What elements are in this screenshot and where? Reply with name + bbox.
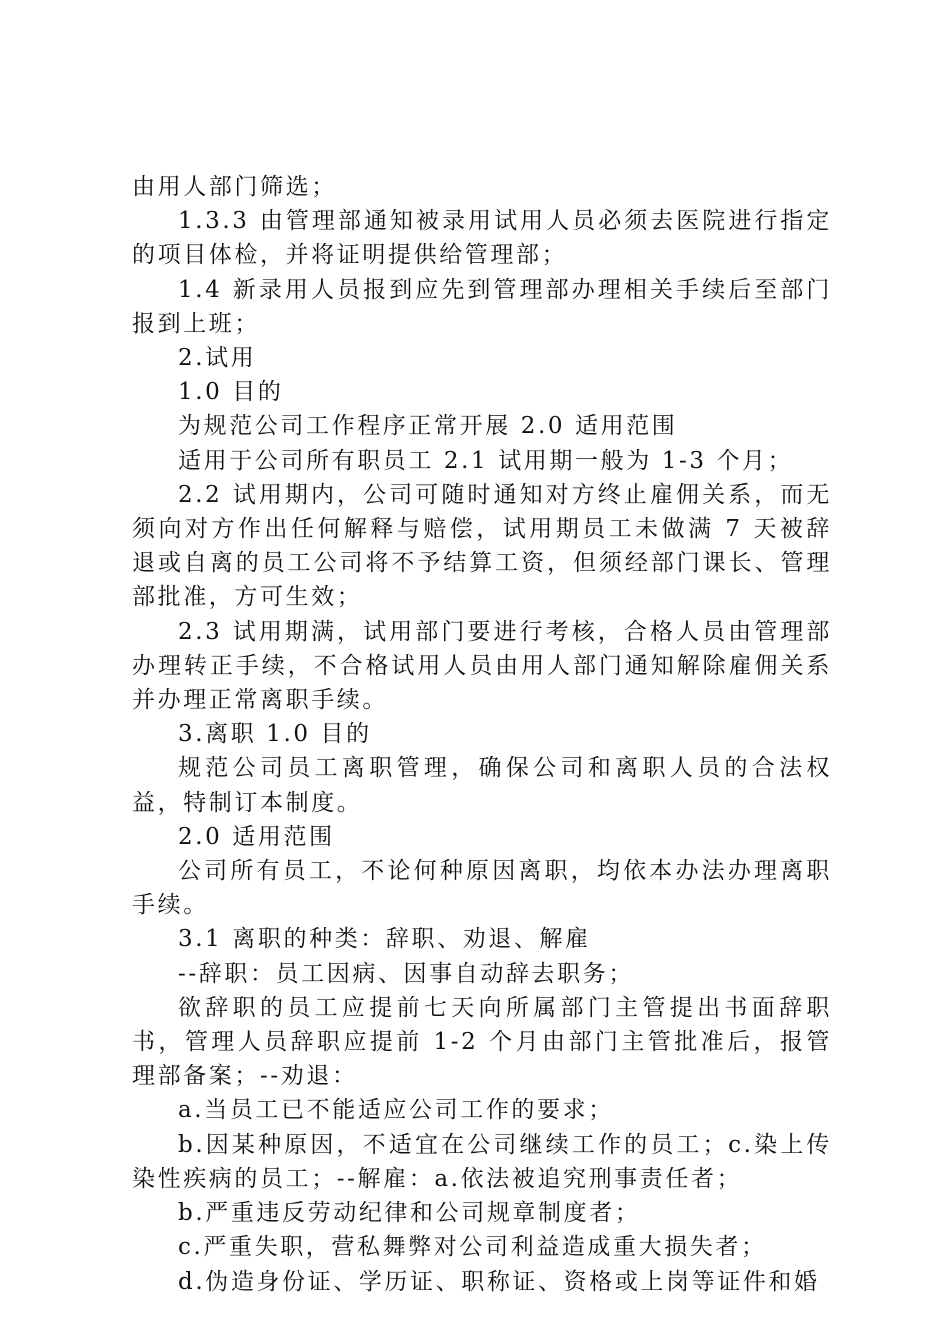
paragraph: 公司所有员工，不论何种原因离职，均依本办法办理离职手续。 [132, 858, 832, 919]
list-item: b.严重违反劳动纪律和公司规章制度者； [178, 1200, 641, 1227]
section-heading: 2.试用 [178, 345, 257, 372]
paragraph: 适用于公司所有职员工 2.1 试用期一般为 1-3 个月； [178, 447, 794, 474]
list-item: c.严重失职，营私舞弊对公司利益造成重大损失者； [178, 1234, 767, 1261]
paragraph: 2.3 试用期满，试用部门要进行考核，合格人员由管理部办理转正手续，不合格试用人员由用人部门通知解除雇佣关系并办理正常离职手续。 [132, 618, 832, 714]
paragraph: 欲辞职的员工应提前七天向所属部门主管提出书面辞职书，管理人员辞职应提前 1-2 个月由部门主管批准后，报管理部备案；--劝退： [132, 994, 832, 1090]
paragraph: --辞职：员工因病、因事自动辞去职务； [178, 960, 634, 987]
section-heading: 3.离职 1.0 目的 [178, 721, 372, 748]
paragraph: 1.3.3 由管理部通知被录用试用人员必须去医院进行指定的项目体检，并将证明提供给管理部； [132, 208, 832, 269]
list-item: a.当员工已不能适应公司工作的要求； [178, 1097, 614, 1124]
subsection-heading: 2.0 适用范围 [178, 823, 335, 850]
paragraph: 2.2 试用期内，公司可随时通知对方终止雇佣关系，而无须向对方作出任何解释与赔偿，试用期员工未做满 7 天被辞退或自离的员工公司将不予结算工资，但须经部门课长、管理部批准，方可生效； [132, 481, 832, 611]
paragraph: 3.1 离职的种类：辞职、劝退、解雇 [178, 926, 591, 953]
paragraph: 由用人部门筛选； [132, 174, 337, 200]
document-body [132, 170, 832, 1299]
paragraph: 1.4 新录用人员报到应先到管理部办理相关手续后至部门报到上班； [132, 276, 832, 337]
subsection-heading: 1.0 目的 [178, 379, 284, 406]
paragraph: 为规范公司工作程序正常开展 2.0 适用范围 [178, 413, 678, 440]
paragraph: 规范公司员工离职管理，确保公司和离职人员的合法权益，特制订本制度。 [132, 755, 832, 816]
list-item: d.伪造身份证、学历证、职称证、资格或上岗等证件和婚 [178, 1268, 820, 1295]
list-item: b.因某种原因，不适宜在公司继续工作的员工；c.染上传染性疾病的员工；--解雇：a.依法被追究刑事责任者； [132, 1131, 832, 1192]
